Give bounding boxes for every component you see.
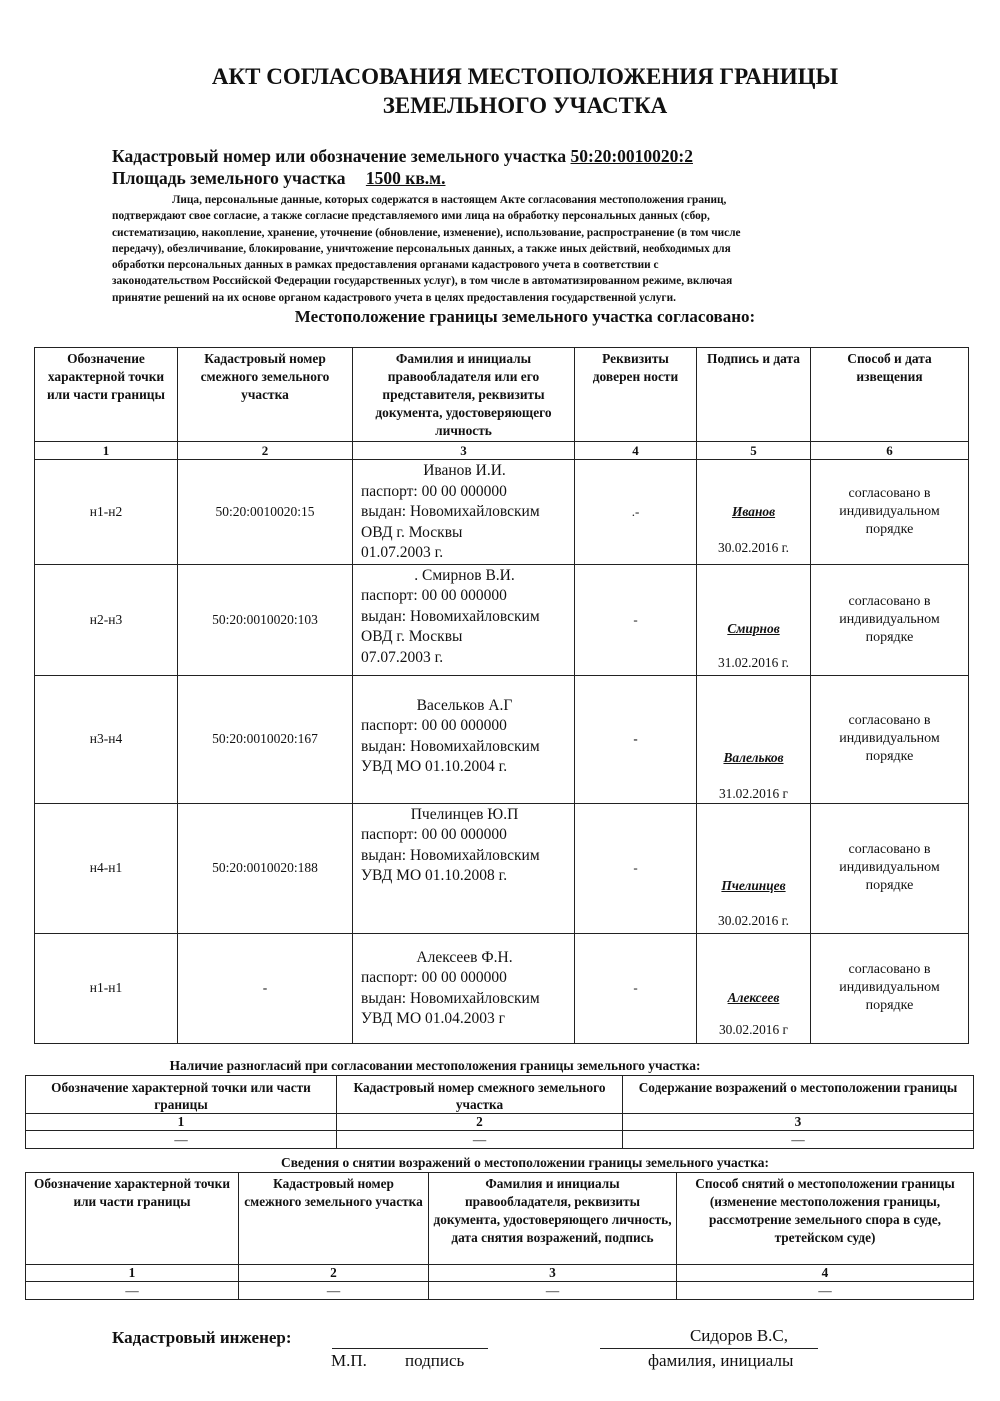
passport-line: паспорт: 00 00 000000 [361,826,507,843]
consent-line: законодательством Российской Федерации государственных услуг), в том числе в автоматизированном режиме, включая [112,275,733,288]
table-row [35,803,969,933]
owner-cell [353,564,575,675]
header-proxy: Реквизиты доверен ности [575,348,697,442]
removal-title: Сведения о снятии возражений о местоположении границы земельного участка: [281,1155,769,1170]
cadastral-value: 50:20:0010020:2 [570,146,693,166]
document-title [0,62,1000,120]
passport-line: выдан: Новомихайловским [361,737,540,755]
passport-line: паспорт: 00 00 000000 [361,587,507,604]
signature-date: 30.02.2016 г [718,1021,789,1037]
signature-cell [697,564,811,675]
header-point: Обозначение характерной точки или части границы [26,1173,239,1265]
signature-line [332,1330,488,1349]
signature: Смирнов [727,620,780,636]
header-cadastral: Кадастровый номер смежного земельного участка [178,348,353,442]
owner-cell [353,933,575,1043]
method-cell: согласовано в индивидуальном порядке [811,675,969,803]
signature-caption: подпись [405,1351,465,1370]
cadastral-number-line [112,146,693,167]
empty-cell: — [429,1282,677,1300]
signature: Алексеев [727,989,780,1005]
column-number: 4 [575,442,697,460]
signature-cell [697,675,811,803]
column-number: 1 [35,442,178,460]
proxy-cell: .- [575,460,697,565]
passport-line: выдан: Новомихайловским [361,503,540,520]
signature-date: 30.02.2016 г. [718,540,789,555]
stamp-caption: М.П. [331,1351,367,1370]
cadastral-cell: 50:20:0010020:167 [178,675,353,803]
proxy-cell: - [575,564,697,675]
passport-line: выдан: Новомихайловским [361,846,540,864]
header-owner: Фамилия и инициалы правообладателя или его представителя, реквизиты документа, удостоверяющего личность [353,348,575,442]
column-number: 4 [677,1265,974,1282]
title-line-2: ЗЕМЕЛЬНОГО УЧАСТКА [382,93,668,118]
cadastral-cell: 50:20:0010020:188 [178,803,353,933]
owner-cell [353,460,575,565]
passport-line: УВД МО 01.10.2004 г. [361,758,508,775]
agreed-title: Местоположение границы земельного участка согласовано: [294,307,756,326]
consent-line: принятие решений на их основе органом кадастрового учета в целях предоставления государственной услуги. [112,291,676,304]
title-line-1: АКТ СОГЛАСОВАНИЯ МЕСТОПОЛОЖЕНИЯ ГРАНИЦЫ [211,64,839,89]
signature: Пчелинцев [721,877,786,893]
area-value: 1500 кв.м. [365,168,446,188]
signature-cell [697,460,811,565]
method-cell: согласовано в индивидуальном порядке [811,460,969,565]
empty-cell: — [26,1282,239,1300]
empty-cell: — [26,1131,337,1149]
name-caption: фамилия, инициалы [648,1351,794,1370]
column-number: 3 [353,442,575,460]
owner-name: . Смирнов В.И. [414,566,515,584]
point-cell: н1-н1 [35,933,178,1043]
method-cell: согласовано в индивидуальном порядке [811,564,969,675]
header-cadastral: Кадастровый номер смежного земельного участка [337,1076,623,1114]
passport-line: 07.07.2003 г. [361,648,444,666]
engineer-name: Сидоров В.С, [689,1326,789,1345]
owner-name: Алексеев Ф.Н. [416,948,513,966]
empty-cell: — [239,1282,429,1300]
area-line [112,168,445,189]
signature-cell [697,803,811,933]
header-point: Обозначение характерной точки или части границы [26,1076,337,1114]
column-number: 6 [811,442,969,460]
owner-cell [353,803,575,933]
table-row [26,1282,974,1300]
table-row [35,933,969,1043]
column-number: 5 [697,442,811,460]
header-method: Способ и дата извещения [811,348,969,442]
consent-line: обработки персональных данных в рамках предоставления органами кадастрового учета в соответствии с [112,259,659,272]
cadastral-label: Кадастровый номер или обозначение земельного участка [112,146,567,166]
passport-line: паспорт: 00 00 000000 [361,482,507,500]
cadastral-cell: 50:20:0010020:103 [178,564,353,675]
passport-line: выдан: Новомихайловским [361,607,540,625]
area-label: Площадь земельного участка [112,168,346,188]
passport-line: 01.07.2003 г. [361,544,444,561]
disputes-table [25,1075,974,1149]
proxy-cell: - [575,933,697,1043]
table-row [35,460,969,565]
table-row [26,1131,974,1149]
passport-line: выдан: Новомихайловским [361,989,540,1007]
consent-paragraph [112,192,912,306]
disputes-title: Наличие разногласий при согласовании местоположения границы земельного участка: [169,1058,701,1073]
empty-cell: — [337,1131,623,1149]
column-number: 1 [26,1114,337,1131]
signature-date: 31.02.2016 г [718,785,789,801]
passport-line: паспорт: 00 00 000000 [361,717,507,734]
consent-line: систематизацию, накопление, хранение, уточнение (обновление, изменение), использование, распространение (в том числе [112,226,741,239]
column-number: 3 [623,1114,974,1131]
column-number: 2 [239,1265,429,1282]
table-row [35,564,969,675]
signature-date: 30.02.2016 г. [718,912,789,928]
agreement-table [34,347,969,1044]
empty-cell: — [677,1282,974,1300]
proxy-cell: - [575,803,697,933]
signature: Иванов [731,504,776,519]
column-number: 2 [178,442,353,460]
header-cadastral: Кадастровый номер смежного земельного участка [239,1173,429,1265]
consent-line: подтверждают свое согласие, а также согласие представляемого ими лица на обработку персональных данных (сбор, [112,210,710,223]
signature-date: 31.02.2016 г. [718,654,789,670]
signature: Валельков [723,749,784,765]
point-cell: н3-н4 [35,675,178,803]
passport-line: УВД МО 01.04.2003 г [361,1010,506,1027]
owner-name: Пчелинцев Ю.П [410,805,519,823]
point-cell: н2-н3 [35,564,178,675]
proxy-cell: - [575,675,697,803]
engineer-label: Кадастровый инженер: [112,1328,292,1347]
column-number: 1 [26,1265,239,1282]
passport-line: ОВД г. Москвы [361,523,463,541]
method-cell: согласовано в индивидуальном порядке [811,803,969,933]
header-removal-method: Способ снятий о местоположении границы (изменение местоположения границы, рассмотрение земельного спора в суде, третейском суде) [677,1173,974,1265]
owner-name: Васельков А.Г [416,696,513,714]
owner-cell [353,675,575,803]
point-cell: н4-н1 [35,803,178,933]
passport-line: паспорт: 00 00 000000 [361,969,507,986]
empty-cell: — [623,1131,974,1149]
header-objections: Содержание возражений о местоположении границы [623,1076,974,1114]
header-point: Обозначение характерной точки или части границы [35,348,178,442]
table-row [35,675,969,803]
owner-name: Иванов И.И. [423,462,506,479]
column-number: 3 [429,1265,677,1282]
point-cell: н1-н2 [35,460,178,565]
column-number: 2 [337,1114,623,1131]
passport-line: УВД МО 01.10.2008 г. [361,867,508,884]
cadastral-cell: 50:20:0010020:15 [178,460,353,565]
header-owner: Фамилия и инициалы правообладателя, реквизиты документа, удостоверяющего личность, дата снятия возражений, подпись [429,1173,677,1265]
signature-cell [697,933,811,1043]
consent-line: передачу), обезличивание, блокирование, уничтожение персональных данных, а также иных действий, необходимых для [112,242,731,255]
consent-line: Лица, персональные данные, которых содержатся в настоящем Акте согласования местоположения границ, [172,194,727,206]
passport-line: ОВД г. Москвы [361,628,463,645]
method-cell: согласовано в индивидуальном порядке [811,933,969,1043]
cadastral-cell: - [178,933,353,1043]
header-signature: Подпись и дата [697,348,811,442]
removal-table [25,1172,974,1300]
